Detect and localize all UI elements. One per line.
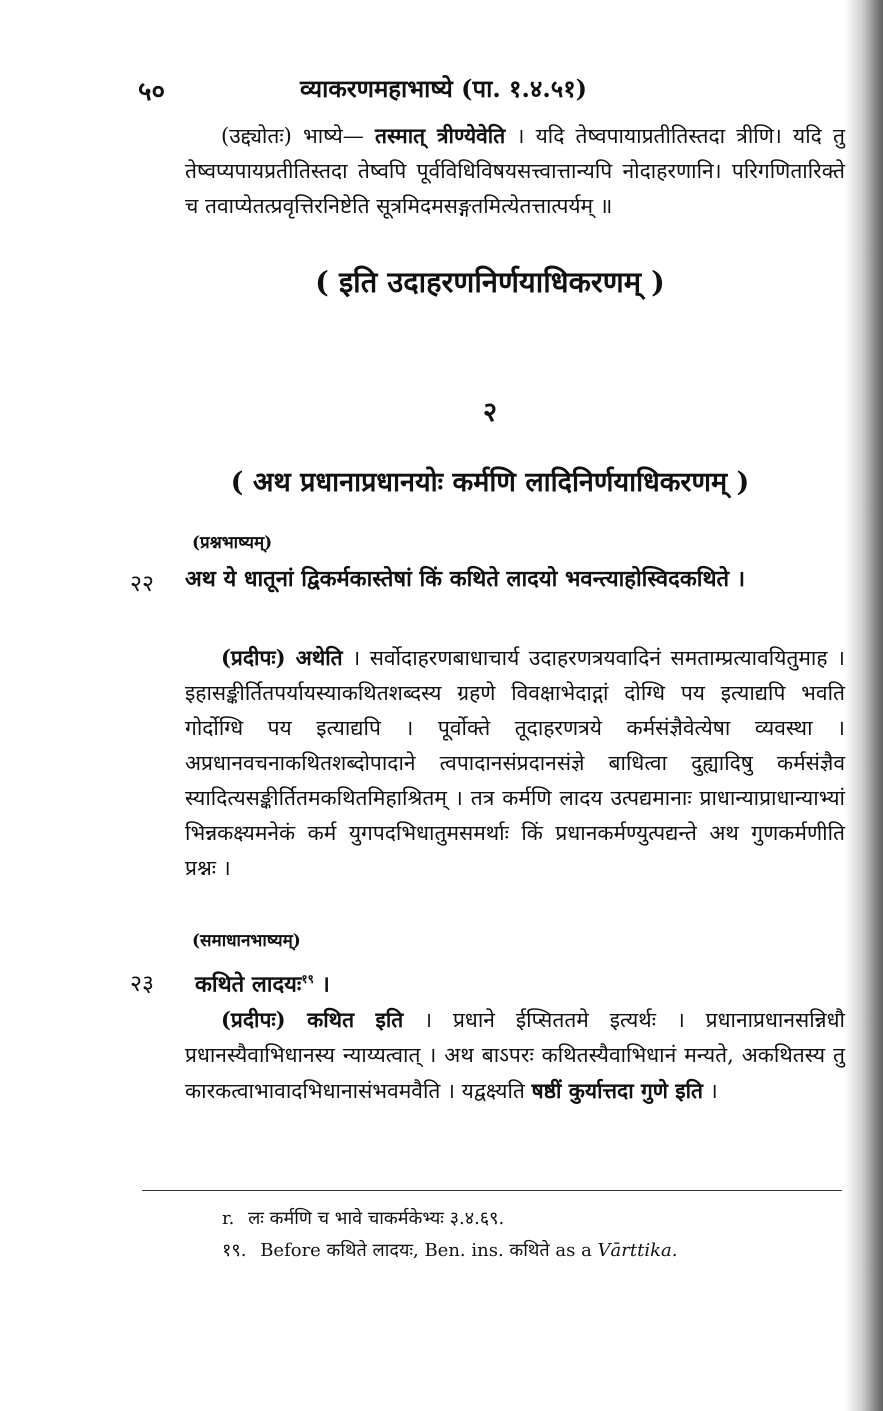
scan-edge-shadow — [845, 0, 883, 1411]
footnote-italic: Vārttika. — [597, 1240, 678, 1261]
end-heading: ( इति उदाहरणनिर्णयाधिकरणम् ) — [315, 265, 665, 299]
footnote-text: Before कथिते लादयः, Ben. ins. कथिते as a — [260, 1240, 592, 1261]
pradipa2-text: । प्रधाने ईप्सिततमे इत्यर्थः । प्रधानाप्रधानसन्निधौ प्रधानस्यैवाभिधानस्य न्याय्यत्वात् । अथ बाऽपरः कथितस्यैवाभिधानं मन्यते, अकथितस्य तु कारकत्वाभावादभिधानासंभवमवैति । यद्वक्ष्यति — [185, 1008, 845, 1103]
page-number: ५० — [138, 77, 166, 107]
samadhana-label: (समाधानभाष्यम्) — [192, 931, 301, 951]
pradipa-paragraph-2 — [185, 1002, 845, 1109]
pradipa1-lead: (प्रदीपः) अथेति — [221, 645, 343, 670]
prashna-label: (प्रश्नभाष्यम्) — [192, 533, 273, 553]
pradipa2-lead: (प्रदीपः) कथित इति — [221, 1007, 404, 1032]
samadhana-end: । — [321, 971, 330, 998]
section-number: २ — [482, 397, 498, 428]
uddyota-text: । यदि तेष्वपायाप्रतीतिस्तदा त्रीणि। यदि तु तेष्वप्यपायप्रतीतिस्तदा तेष्वपि पूर्वविधिविषयसत्त्वात्तान्यपि नोदाहरणानि। परिगणितारिक्ते च तवाप्येतत्प्रवृत्तिरनिष्टेति सूत्रमिदमसङ्गतमित्येतत्तात्पर्यम् ॥ — [185, 124, 845, 218]
pradipa2-end: । — [709, 1079, 718, 1103]
uddyota-paragraph — [185, 118, 845, 224]
pradipa-paragraph-1 — [185, 640, 845, 886]
footnote-19 — [222, 1238, 677, 1262]
pradipa2-bold-end: षष्ठीं कुर्यात्तदा गुणे इति — [531, 1078, 703, 1103]
footnote-mark: १९. — [222, 1240, 247, 1261]
running-title: व्याकरणमहाभाष्ये (पा. १.४.५१) — [300, 74, 588, 103]
footnote-r — [222, 1206, 504, 1230]
footnote-text: लः कर्मणि च भावे चाकर्मकेभ्यः ३.४.६९. — [248, 1208, 505, 1229]
samadhana-sutra: कथिते लादयः — [195, 971, 302, 998]
footnote-mark: r. — [222, 1208, 235, 1229]
samadhana-text — [195, 962, 855, 1002]
samadhana-number: २३ — [130, 971, 154, 997]
uddyota-lead: (उद्द्योतः) भाष्ये— — [221, 124, 364, 148]
uddyota-bold: तस्मात् त्रीण्येवेति — [375, 123, 506, 148]
section-heading: ( अथ प्रधानाप्रधानयोः कर्मणि लादिनिर्णयाधिकरणम् ) — [230, 467, 750, 498]
prashna-number: २२ — [130, 571, 154, 597]
footnote-rule — [142, 1190, 842, 1191]
prashna-text: अथ ये धातूनां द्विकर्मकास्तेषां किं कथिते लादयो भवन्त्याहोस्विदकथिते । — [185, 566, 746, 592]
footnote-ref-19: १९ — [301, 972, 314, 986]
pradipa1-text: । सर्वोदाहरणबाधाचार्य उदाहरणत्रयवादिनं समताम्प्रत्यावयितुमाह । इहासङ्कीर्तितपर्यायस्याकथितशब्दस्य ग्रहणे विवक्षाभेदाद्गां दोग्धि पय इत्याद्यपि भवति गोर्दोग्धि पय इत्याद्यपि । पूर्वोक्ते तूदाहरणत्रये कर्मसंज्ञैवेत्येषा व्यवस्था । अप्रधानवचनाकथितशब्दोपादाने त्वपादानसंप्रदानसंज्ञे बाधित्वा दुह्यादिषु कर्मसंज्ञैव स्यादित्यसङ्कीर्तितमकथितमिहाश्रितम् । तत्र कर्मणि लादय उत्पद्यमानाः प्राधान्याप्राधान्याभ्यां भिन्नकक्ष्यमनेकं कर्म युगपदभिधातुमसमर्थाः किं प्रधानकर्मण्युत्पद्यन्ते अथ गुणकर्मणीति प्रश्नः । — [185, 646, 846, 880]
